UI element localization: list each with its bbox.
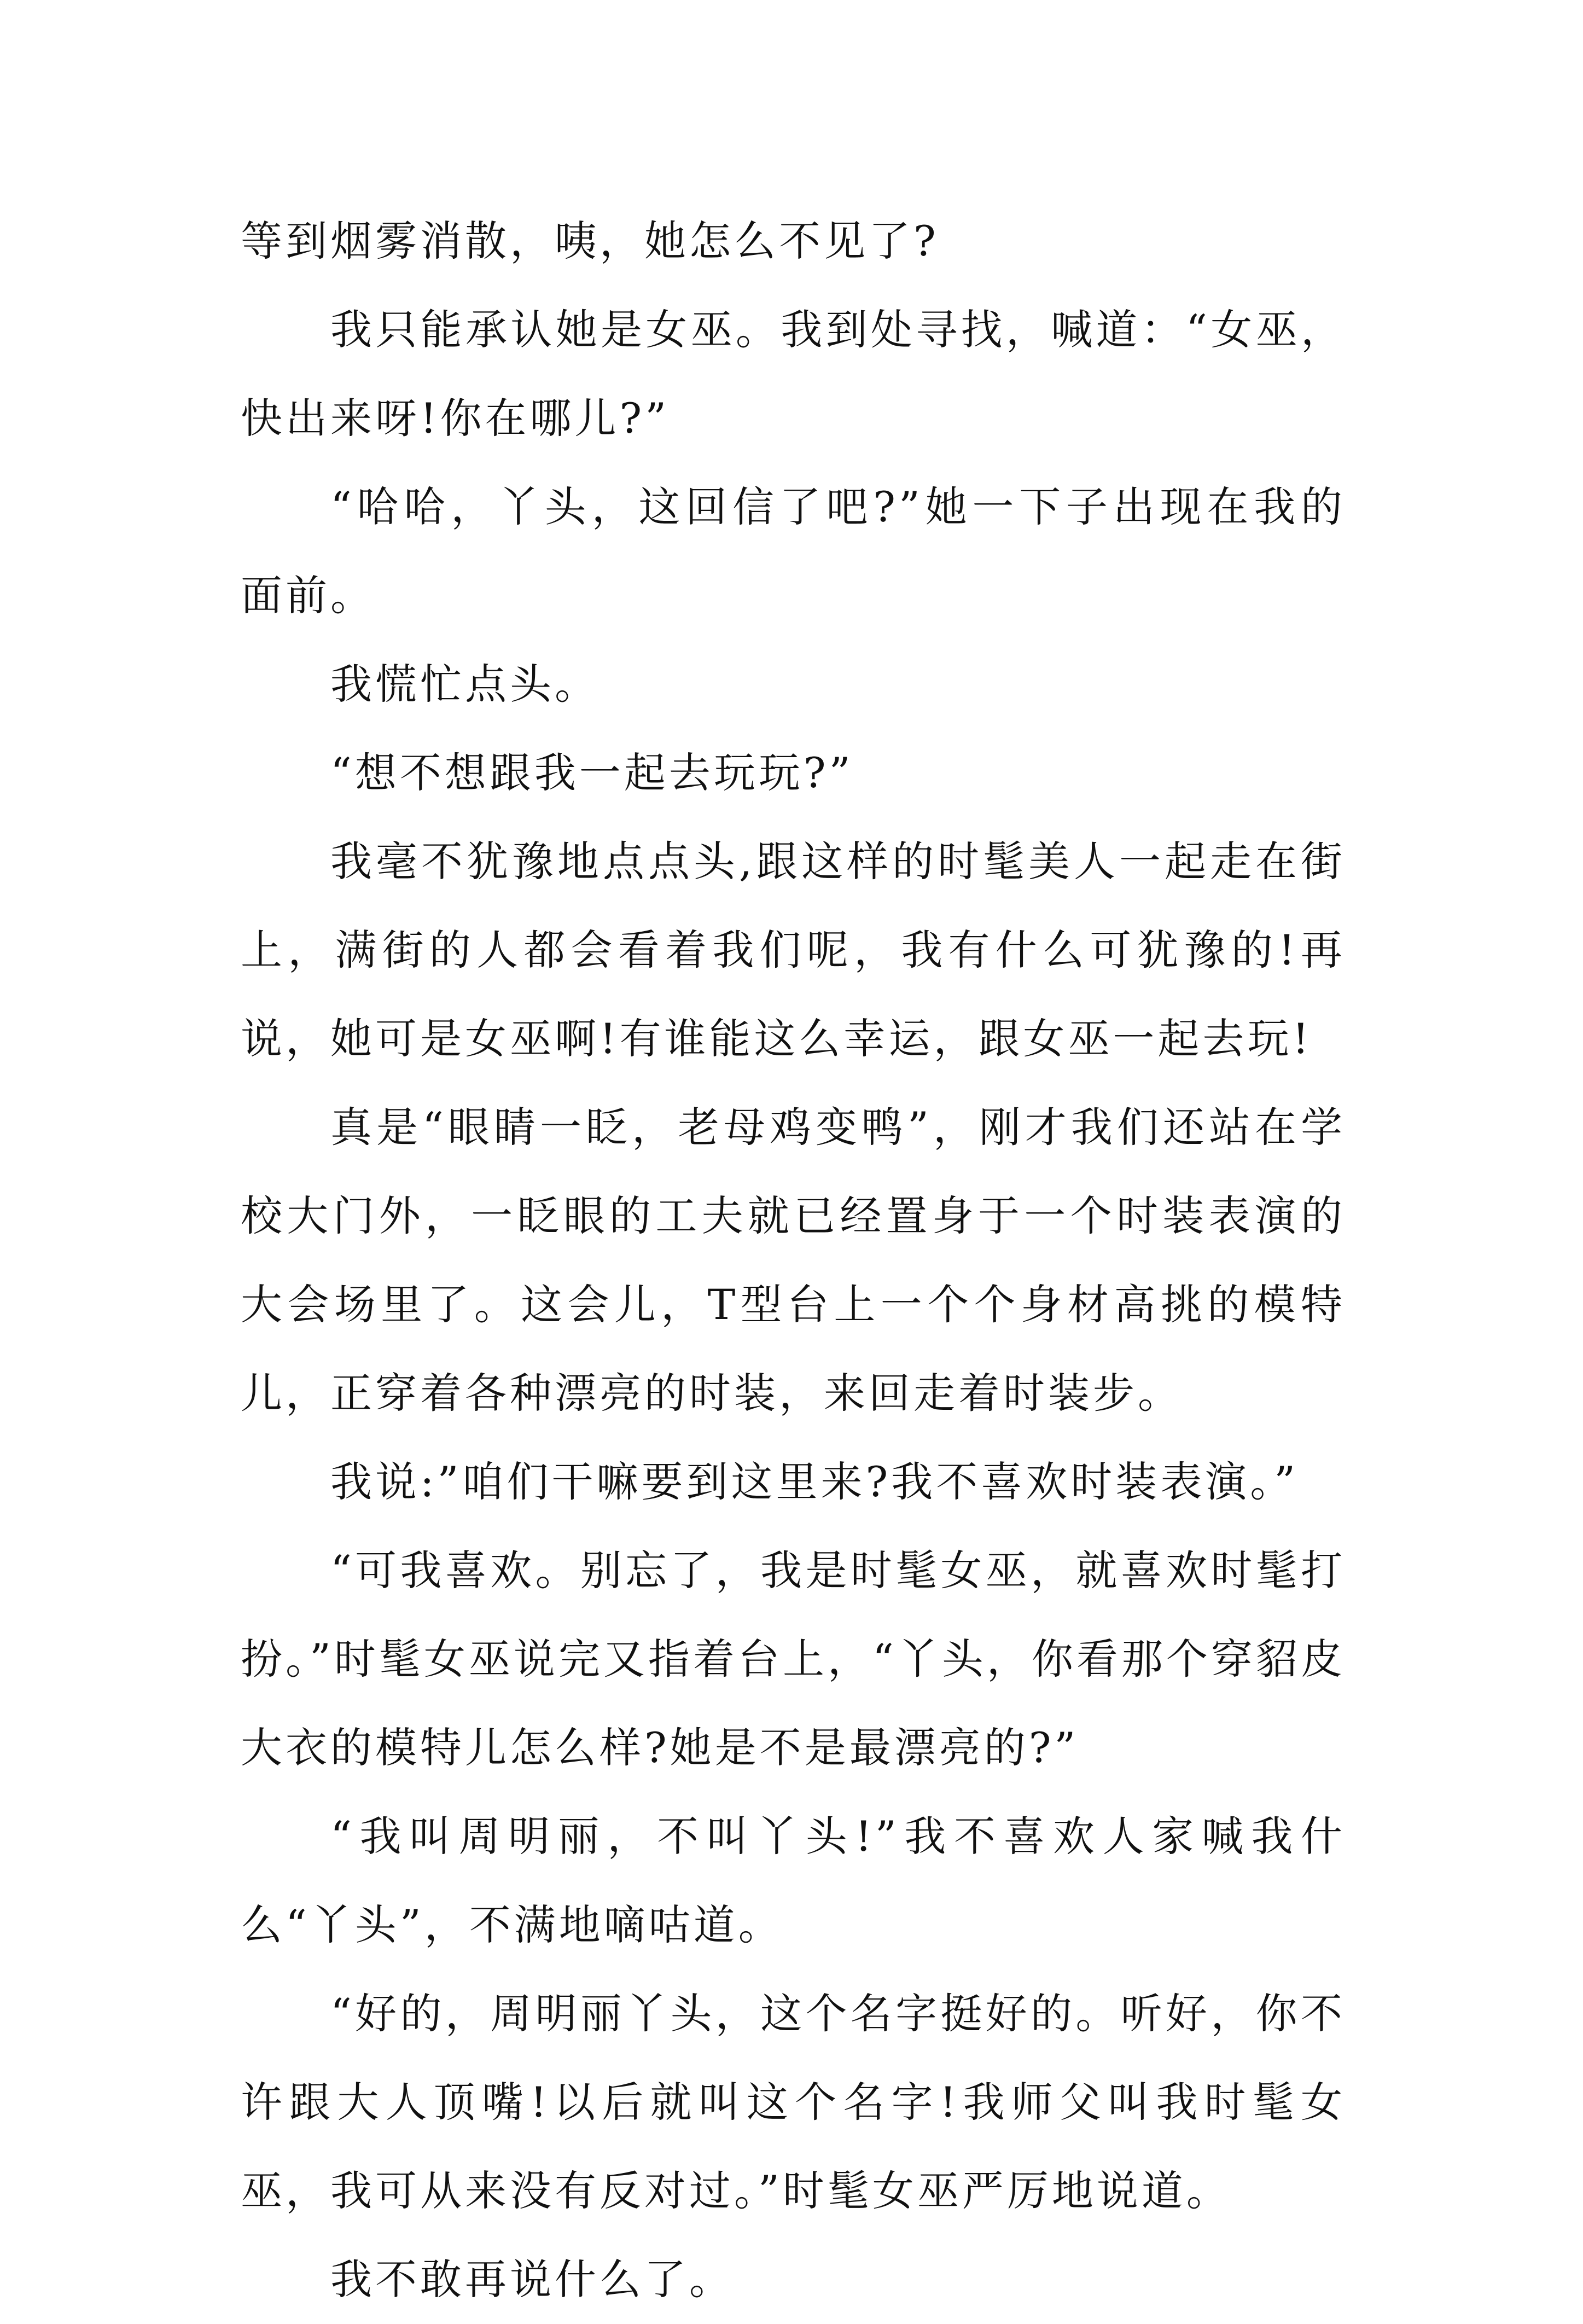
paragraph-7: 真是“眼睛一眨，老母鸡变鸭”，刚才我们还站在学校大门外，一眨眼的工夫就已经置身于一个时装表演的大会场里了。这会儿，T型台上一个个身材高挑的模特儿，正穿着各种漂亮的时装，来回走着时装步。	[241, 1103, 1346, 1417]
paragraph-4: 我慌忙点头。	[330, 660, 600, 708]
paragraph-1: 等到烟雾消散，咦，她怎么不见了?	[241, 217, 939, 265]
paragraph-5: “想不想跟我一起去玩玩?”	[330, 748, 854, 797]
paragraph-8: 我说:”咱们干嘛要到这里来?我不喜欢时装表演。”	[330, 1457, 1299, 1506]
paragraph-9: “可我喜欢。别忘了，我是时髦女巫，就喜欢时髦打扮。”时髦女巫说完又指着台上，“丫头，你看那个穿貂皮大衣的模特儿怎么样?她是不是最漂亮的?”	[241, 1546, 1346, 1772]
paragraph-11: “好的，周明丽丫头，这个名字挺好的。听好，你不许跟大人顶嘴!以后就叫这个名字!我师父叫我时髦女巫，我可从来没有反对过。”时髦女巫严厉地说道。	[241, 1989, 1346, 2215]
paragraph-3: “哈哈，丫头，这回信了吧?”她一下子出现在我的面前。	[241, 483, 1346, 620]
paragraph-12: 我不敢再说什么了。	[330, 2255, 734, 2304]
paragraph-6: 我毫不犹豫地点点头,跟这样的时髦美人一起走在街上，满街的人都会看着我们呢，我有什么可犹豫的!再说，她可是女巫啊!有谁能这么幸运，跟女巫一起去玩!	[241, 837, 1346, 1063]
paragraph-10: “我叫周明丽，不叫丫头!”我不喜欢人家喊我什么“丫头”，不满地嘀咕道。	[241, 1812, 1346, 1949]
body-text	[241, 197, 1346, 2324]
paragraph-2: 我只能承认她是女巫。我到处寻找，喊道：“女巫，快出来呀!你在哪儿?”	[241, 305, 1346, 443]
